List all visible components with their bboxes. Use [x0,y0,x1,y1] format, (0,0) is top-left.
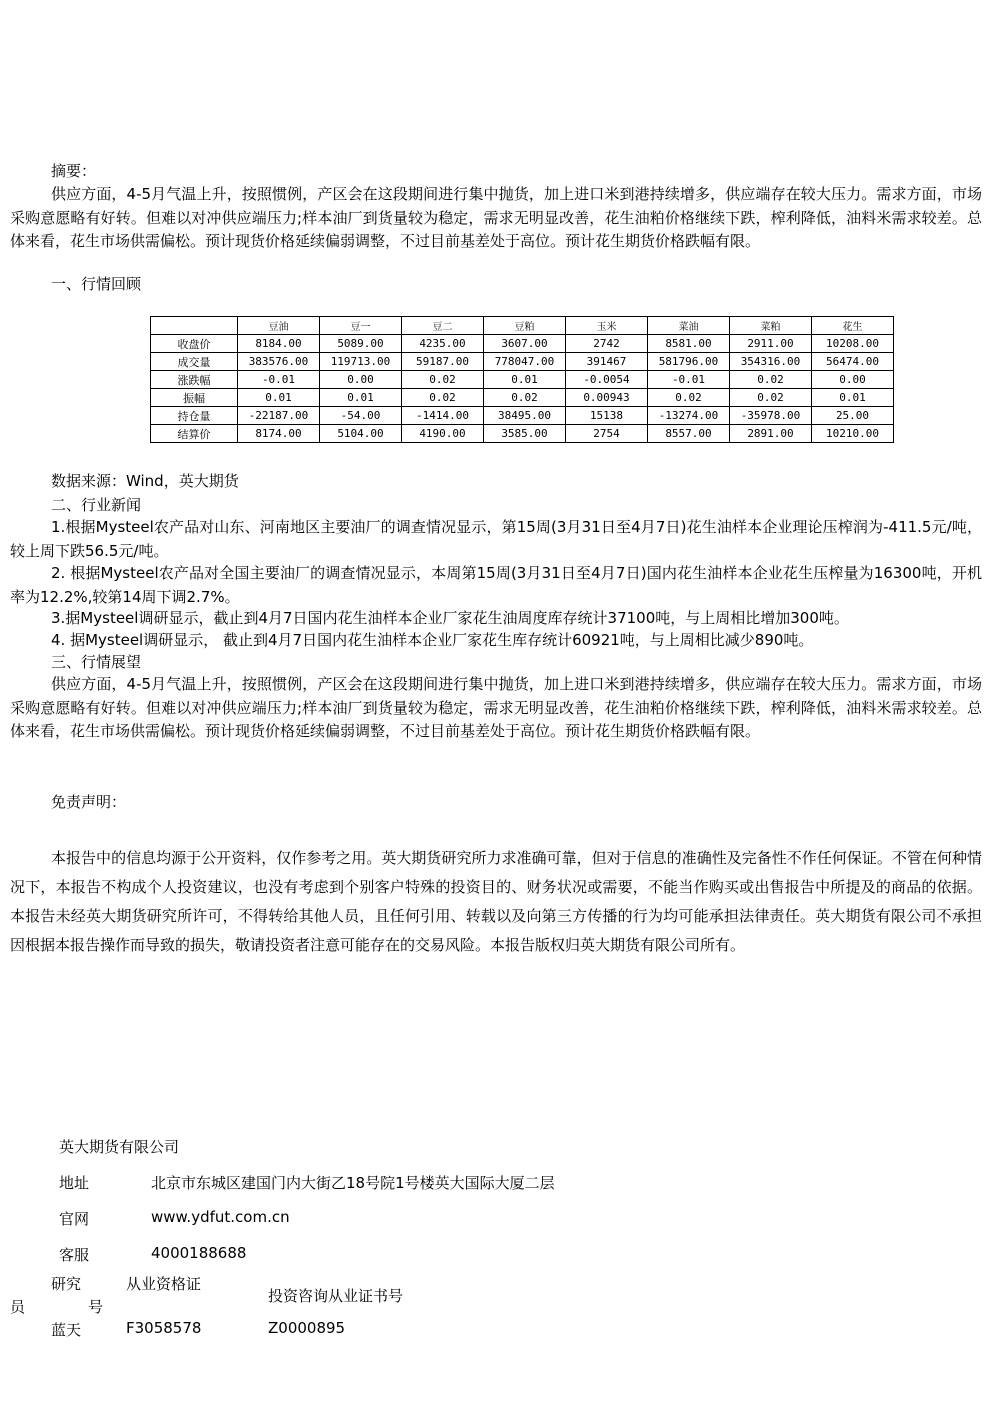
table-cell: 0.01 [812,389,894,407]
table-cell: -0.01 [648,371,730,389]
news-item-1: 1.根据Mysteel农产品对山东、河南地区主要油厂的调查情况显示，第15周(3月31日至4月7日)花生油样本企业理论压榨润为-411.5元/吨， 较上周下跌56.5元/吨。 [10,518,982,560]
address-value: 北京市东城区建国门内大街乙18号院1号楼英大国际大厦二层 [151,1174,555,1192]
news-item-3: 3.据Mysteel调研显示，截止到4月7日国内花生油样本企业厂家花生油周度库存统计37100吨，与上周相比增加300吨。 [51,609,849,627]
summary-heading: 摘要： [51,162,97,180]
table-cell: -1414.00 [402,407,484,425]
table-row [151,407,894,425]
table-cell: 59187.00 [402,353,484,371]
table-row-label: 结算价 [151,425,238,443]
researcher-col-header-3: 投资咨询从业证书号 [268,1287,404,1305]
table-cell: 4235.00 [402,335,484,353]
outlook-text: 供应方面，4-5月气温上升，按照惯例，产区会在这段期间进行集中抛货，加上进口米到港持续增多，供应端存在较大压力。需求方面，市场采购意愿略有好转。但难以对冲供应端压力;样本油厂到货量较为稳定，需求无明显改善，花生油粕价格继续下跌，榨利降低，油料米需求较差。总体来看，花生市场供需偏松。预计现货价格延续偏弱调整，不过目前基差处于高位。预计花生期货价格跌幅有限。 [10,675,982,740]
researcher-qualification: F3058578 [126,1319,202,1337]
table-cell: 56474.00 [812,353,894,371]
table-cell: 5104.00 [320,425,402,443]
table-row-label: 持仓量 [151,407,238,425]
table-cell: 0.02 [648,389,730,407]
researcher-consulting: Z0000895 [268,1319,346,1337]
table-header-row [151,317,894,335]
table-cell: 0.01 [484,371,566,389]
table-cell: 354316.00 [730,353,812,371]
table-cell: 2891.00 [730,425,812,443]
table-cell: 38495.00 [484,407,566,425]
table-cell: 0.02 [730,371,812,389]
table-cell: 4190.00 [402,425,484,443]
table-cell: 15138 [566,407,648,425]
table-header-cell: 玉米 [566,317,648,335]
table-cell: 25.00 [812,407,894,425]
table-row [151,425,894,443]
researcher-col-header-1a: 研究 [51,1275,82,1293]
news-item-2: 2. 根据Mysteel农产品对全国主要油厂的调查情况显示，本周第15周(3月31日至4月7日)国内花生油样本企业花生压榨量为16300吨，开机率为12.2%,较第14周下调2.7%。 [10,564,982,606]
table-cell: 2911.00 [730,335,812,353]
summary-text: 供应方面，4-5月气温上升，按照惯例，产区会在这段期间进行集中抛货，加上进口米到港持续增多，供应端存在较大压力。需求方面，市场采购意愿略有好转。但难以对冲供应端压力;样本油厂到货量较为稳定，需求无明显改善，花生油粕价格继续下跌，榨利降低，油料米需求较差。总体来看，花生市场供需偏松。预计现货价格延续偏弱调整，不过目前基差处于高位。预计花生期货价格跌幅有限。 [10,185,982,250]
table-cell: 391467 [566,353,648,371]
table-cell: 119713.00 [320,353,402,371]
table-row-label: 涨跌幅 [151,371,238,389]
table-header-cell [151,317,238,335]
section3-heading: 三、行情展望 [51,653,142,671]
table-cell: 8581.00 [648,335,730,353]
table-cell: 10208.00 [812,335,894,353]
table-row-label: 收盘价 [151,335,238,353]
table-header-cell: 豆油 [238,317,320,335]
table-cell: -54.00 [320,407,402,425]
table-cell: -22187.00 [238,407,320,425]
table-cell: 0.02 [484,389,566,407]
table-cell: 0.01 [238,389,320,407]
table-cell: 0.02 [402,389,484,407]
table-header-cell: 豆一 [320,317,402,335]
table-cell: 8184.00 [238,335,320,353]
disclaimer-text: 本报告中的信息均源于公开资料，仅作参考之用。英大期货研究所力求准确可靠，但对于信息的准确性及完备性不作任何保证。不管在何种情况下，本报告不构成个人投资建议，也没有考虑到个别客户特殊的投资目的、财务状况或需要，不能当作购买或出售报告中所提及的商品的依据。本报告未经英大期货研究所许可，不得转给其他人员，且任何引用、转载以及向第三方传播的行为均可能承担法律责任。英大期货有限公司不承担因根据本报告操作而导致的损失，敬请投资者注意可能存在的交易风险。本报告版权归英大期货有限公司所有。 [10,849,982,954]
table-cell: 0.00943 [566,389,648,407]
table-cell: -35978.00 [730,407,812,425]
service-label: 客服 [59,1246,90,1264]
researcher-name: 蓝天 [51,1321,82,1339]
table-cell: 0.02 [730,389,812,407]
table-cell: 0.01 [320,389,402,407]
table-header-cell: 菜油 [648,317,730,335]
table-cell: 0.00 [320,371,402,389]
website-label: 官网 [59,1210,90,1228]
table-cell: 8557.00 [648,425,730,443]
table-cell: -13274.00 [648,407,730,425]
table-cell: -0.01 [238,371,320,389]
table-cell: 778047.00 [484,353,566,371]
section2-heading: 二、行业新闻 [51,496,142,514]
table-header-cell: 豆二 [402,317,484,335]
table-cell: 10210.00 [812,425,894,443]
table-header-cell: 豆粕 [484,317,566,335]
table-cell: 2754 [566,425,648,443]
table-cell: 3607.00 [484,335,566,353]
table-cell: -0.0054 [566,371,648,389]
table-cell: 8174.00 [238,425,320,443]
researcher-col-header-1b: 员 [10,1298,26,1316]
section1-heading: 一、行情回顾 [51,275,142,293]
address-label: 地址 [59,1174,90,1192]
table-row-label: 成交量 [151,353,238,371]
researcher-col-header-2a: 从业资格证 [126,1275,202,1293]
table-cell: 5089.00 [320,335,402,353]
table-cell: 2742 [566,335,648,353]
company-name: 英大期货有限公司 [59,1138,180,1156]
table-header-cell: 菜粕 [730,317,812,335]
table-cell: 0.00 [812,371,894,389]
news-item-4: 4. 据Mysteel调研显示， 截止到4月7日国内花生油样本企业厂家花生库存统计60921吨，与上周相比减少890吨。 [51,631,814,649]
researcher-col-header-2b: 号 [88,1298,104,1316]
data-source: 数据来源：Wind，英大期货 [51,472,239,490]
table-body [151,335,894,443]
table-cell: 581796.00 [648,353,730,371]
table-row [151,353,894,371]
table-cell: 3585.00 [484,425,566,443]
table-row [151,389,894,407]
website-link[interactable]: www.ydfut.com.cn [151,1208,290,1226]
table-cell: 383576.00 [238,353,320,371]
disclaimer-heading: 免责声明： [51,793,127,811]
service-phone: 4000188688 [151,1244,247,1262]
table-row [151,371,894,389]
table-row-label: 振幅 [151,389,238,407]
table-header-cell: 花生 [812,317,894,335]
market-table [150,316,894,443]
table-row [151,335,894,353]
table-cell: 0.02 [402,371,484,389]
